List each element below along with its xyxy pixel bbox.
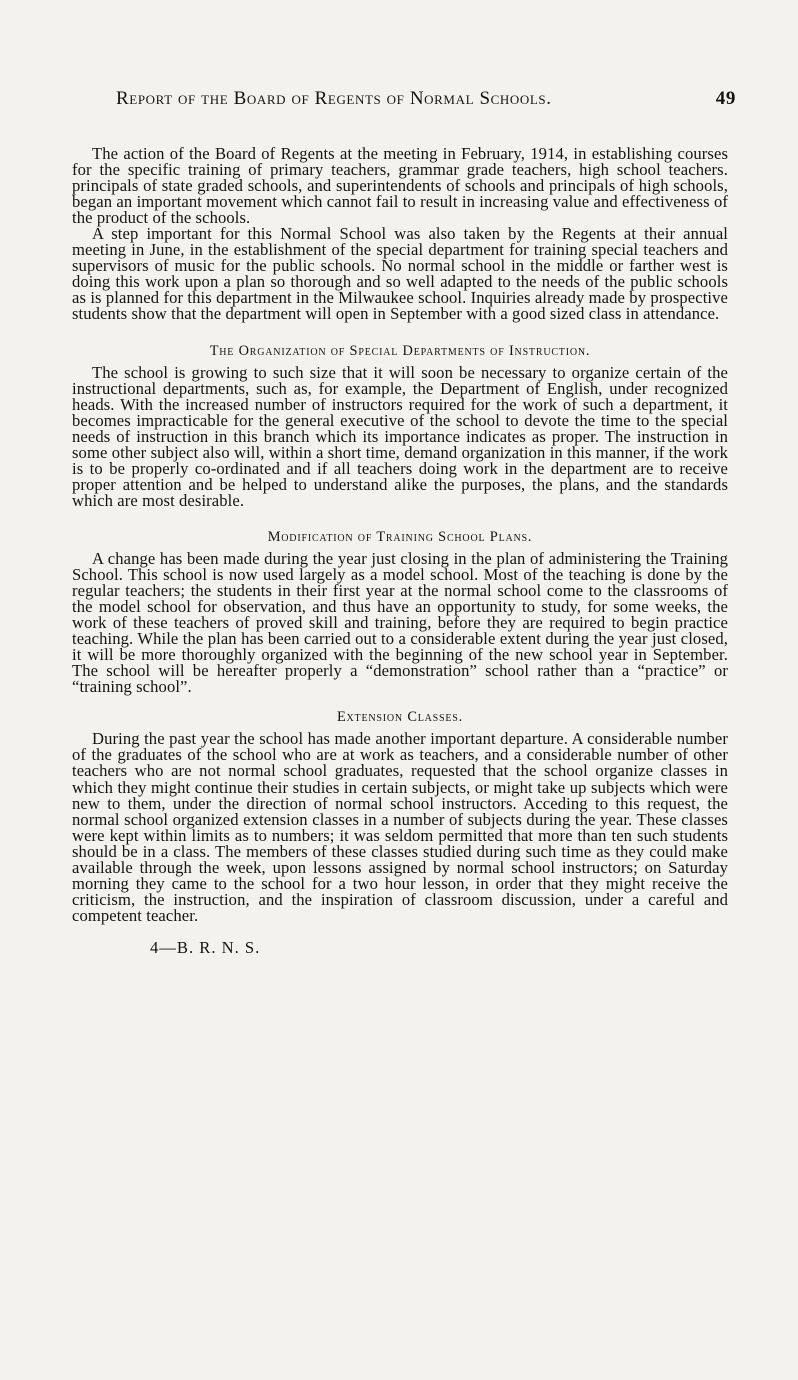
- section-heading-extension-classes: Extension Classes.: [336, 709, 464, 726]
- paragraph-extension-classes: During the past year the school has made another important departure. A considerable number of the graduates of the school who are at work as teachers, and a considerable number of other teachers who are not normal school graduates, requested that the school organize classes in which they might continue their studies in certain subjects, or might take up subjects which were new to them, under the direction of normal school instructors. Acceding to this request, the normal school organized extension classes in a number of subjects during the year. These classes were kept within limits as to numbers; it was seldom permitted that more than ten such students should be in a class. The members of these classes studied during such time as they could make available through the week, upon lessons assigned by normal school instructors; on Saturday morning they came to the school for a two hour lesson, in order that they might receive the criticism, the instruction, and the inspiration of classroom discussion, under a careful and competent teacher.: [72, 729, 728, 925]
- page-number: 49: [715, 88, 736, 109]
- paragraph-training-school: A change has been made during the year just closing in the plan of administering the Training School. This school is now used largely as a model school. Most of the teaching is done by the regular teachers; the students in their first year at the normal school come to the classrooms of the model school for observation, and thus have an opportunity to study, for some weeks, the work of these teachers of proved skill and training, before they are required to begin practice teaching. While the plan has been carried out to a considerable extent during the year just closed, it will be more thoroughly organized with the beginning of the new school year in September. The school will be hereafter properly a “demonstration” school rather than a “practice” or “training school”.: [72, 548, 728, 697]
- section-heading-organization: The Organization of Special Departments of Instruction.: [209, 342, 591, 359]
- paragraph-board-action: The action of the Board of Regents at the meeting in February, 1914, in establishing courses for the specific training of primary teachers, grammar grade teachers, high school teachers. principals of state graded schools, and superintendents of schools and principals of high schools, began an important movement which cannot fail to result in increasing value and effectiveness of the product of the schools.: [72, 144, 728, 228]
- header-title: Report of the Board of Regents of Normal Schools.: [116, 88, 552, 109]
- running-header: [116, 88, 736, 110]
- paragraph-organization: The school is growing to such size that it will soon be necessary to organize certain of the instructional departments, such as, for example, the Department of English, under recognized heads. With the increased number of instructors required for the work of such a department, it becomes impracticable for the general executive of the school to devote the time to the special needs of instruction in this branch which its importance indicates as proper. The instruction in some other subject also will, within a short time, demand organization in this manner, if the work is to be properly co-ordinated and if all teachers doing work in the department are to receive proper attention and be helped to understand alike the purposes, the plans, and the standards which are most desirable.: [72, 362, 728, 510]
- paragraph-music-department: A step important for this Normal School was also taken by the Regents at their annual meeting in June, in the establishment of the special department for training special teachers and supervisors of music for the public schools. No normal school in the middle or farther west is doing this work upon a plan so thorough and so well adapted to the needs of the public schools as is planned for this department in the Milwaukee school. Inquiries already made by prospective students show that the department will open in September with a good sized class in attendance.: [72, 224, 728, 324]
- section-heading-training-school: Modification of Training School Plans.: [267, 528, 533, 545]
- signature-mark: 4—B. R. N. S.: [150, 937, 261, 957]
